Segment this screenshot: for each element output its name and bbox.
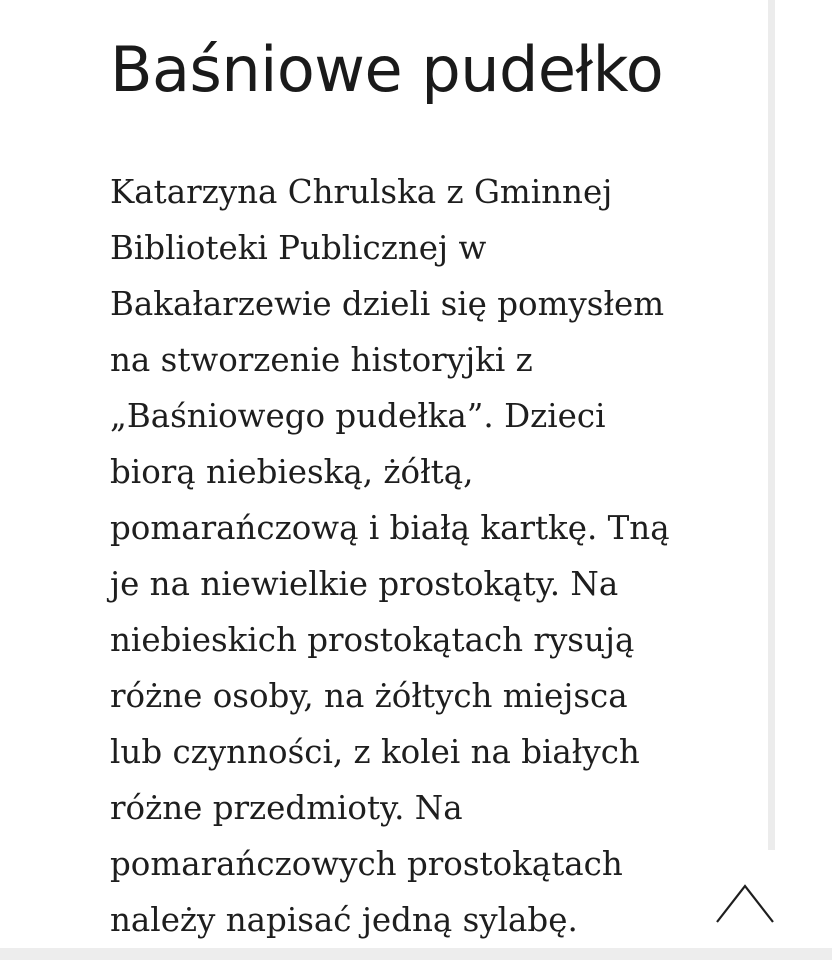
body-line: na stworzenie historyjki z: [110, 341, 533, 379]
body-line: różne osoby, na żółtych miejsca: [110, 677, 628, 715]
body-line: Bakałarzewie dzieli się pomysłem: [110, 285, 665, 323]
article: [110, 30, 760, 948]
scroll-to-top-button[interactable]: [714, 880, 776, 926]
chevron-up-icon: [714, 880, 776, 926]
body-line: lub czynności, z kolei na białych: [110, 733, 640, 771]
scrollbar-track[interactable]: [768, 0, 775, 850]
article-body: [110, 164, 760, 948]
body-line: Katarzyna Chrulska z Gminnej: [110, 173, 613, 211]
body-line: pomarańczową i białą kartkę. Tną: [110, 509, 670, 547]
body-line: niebieskich prostokątach rysują: [110, 621, 635, 659]
body-line: należy napisać jedną sylabę.: [110, 901, 578, 939]
body-line: różne przedmioty. Na: [110, 789, 463, 827]
body-line: biorą niebieską, żółtą,: [110, 453, 474, 491]
bottom-divider: [0, 948, 832, 960]
body-line: pomarańczowych prostokątach: [110, 845, 623, 883]
body-line: Biblioteki Publicznej w: [110, 229, 487, 267]
body-line: je na niewielkie prostokąty. Na: [110, 565, 619, 603]
article-title: Baśniowe pudełko: [110, 33, 664, 106]
body-line: „Baśniowego pudełka”. Dzieci: [110, 397, 606, 435]
